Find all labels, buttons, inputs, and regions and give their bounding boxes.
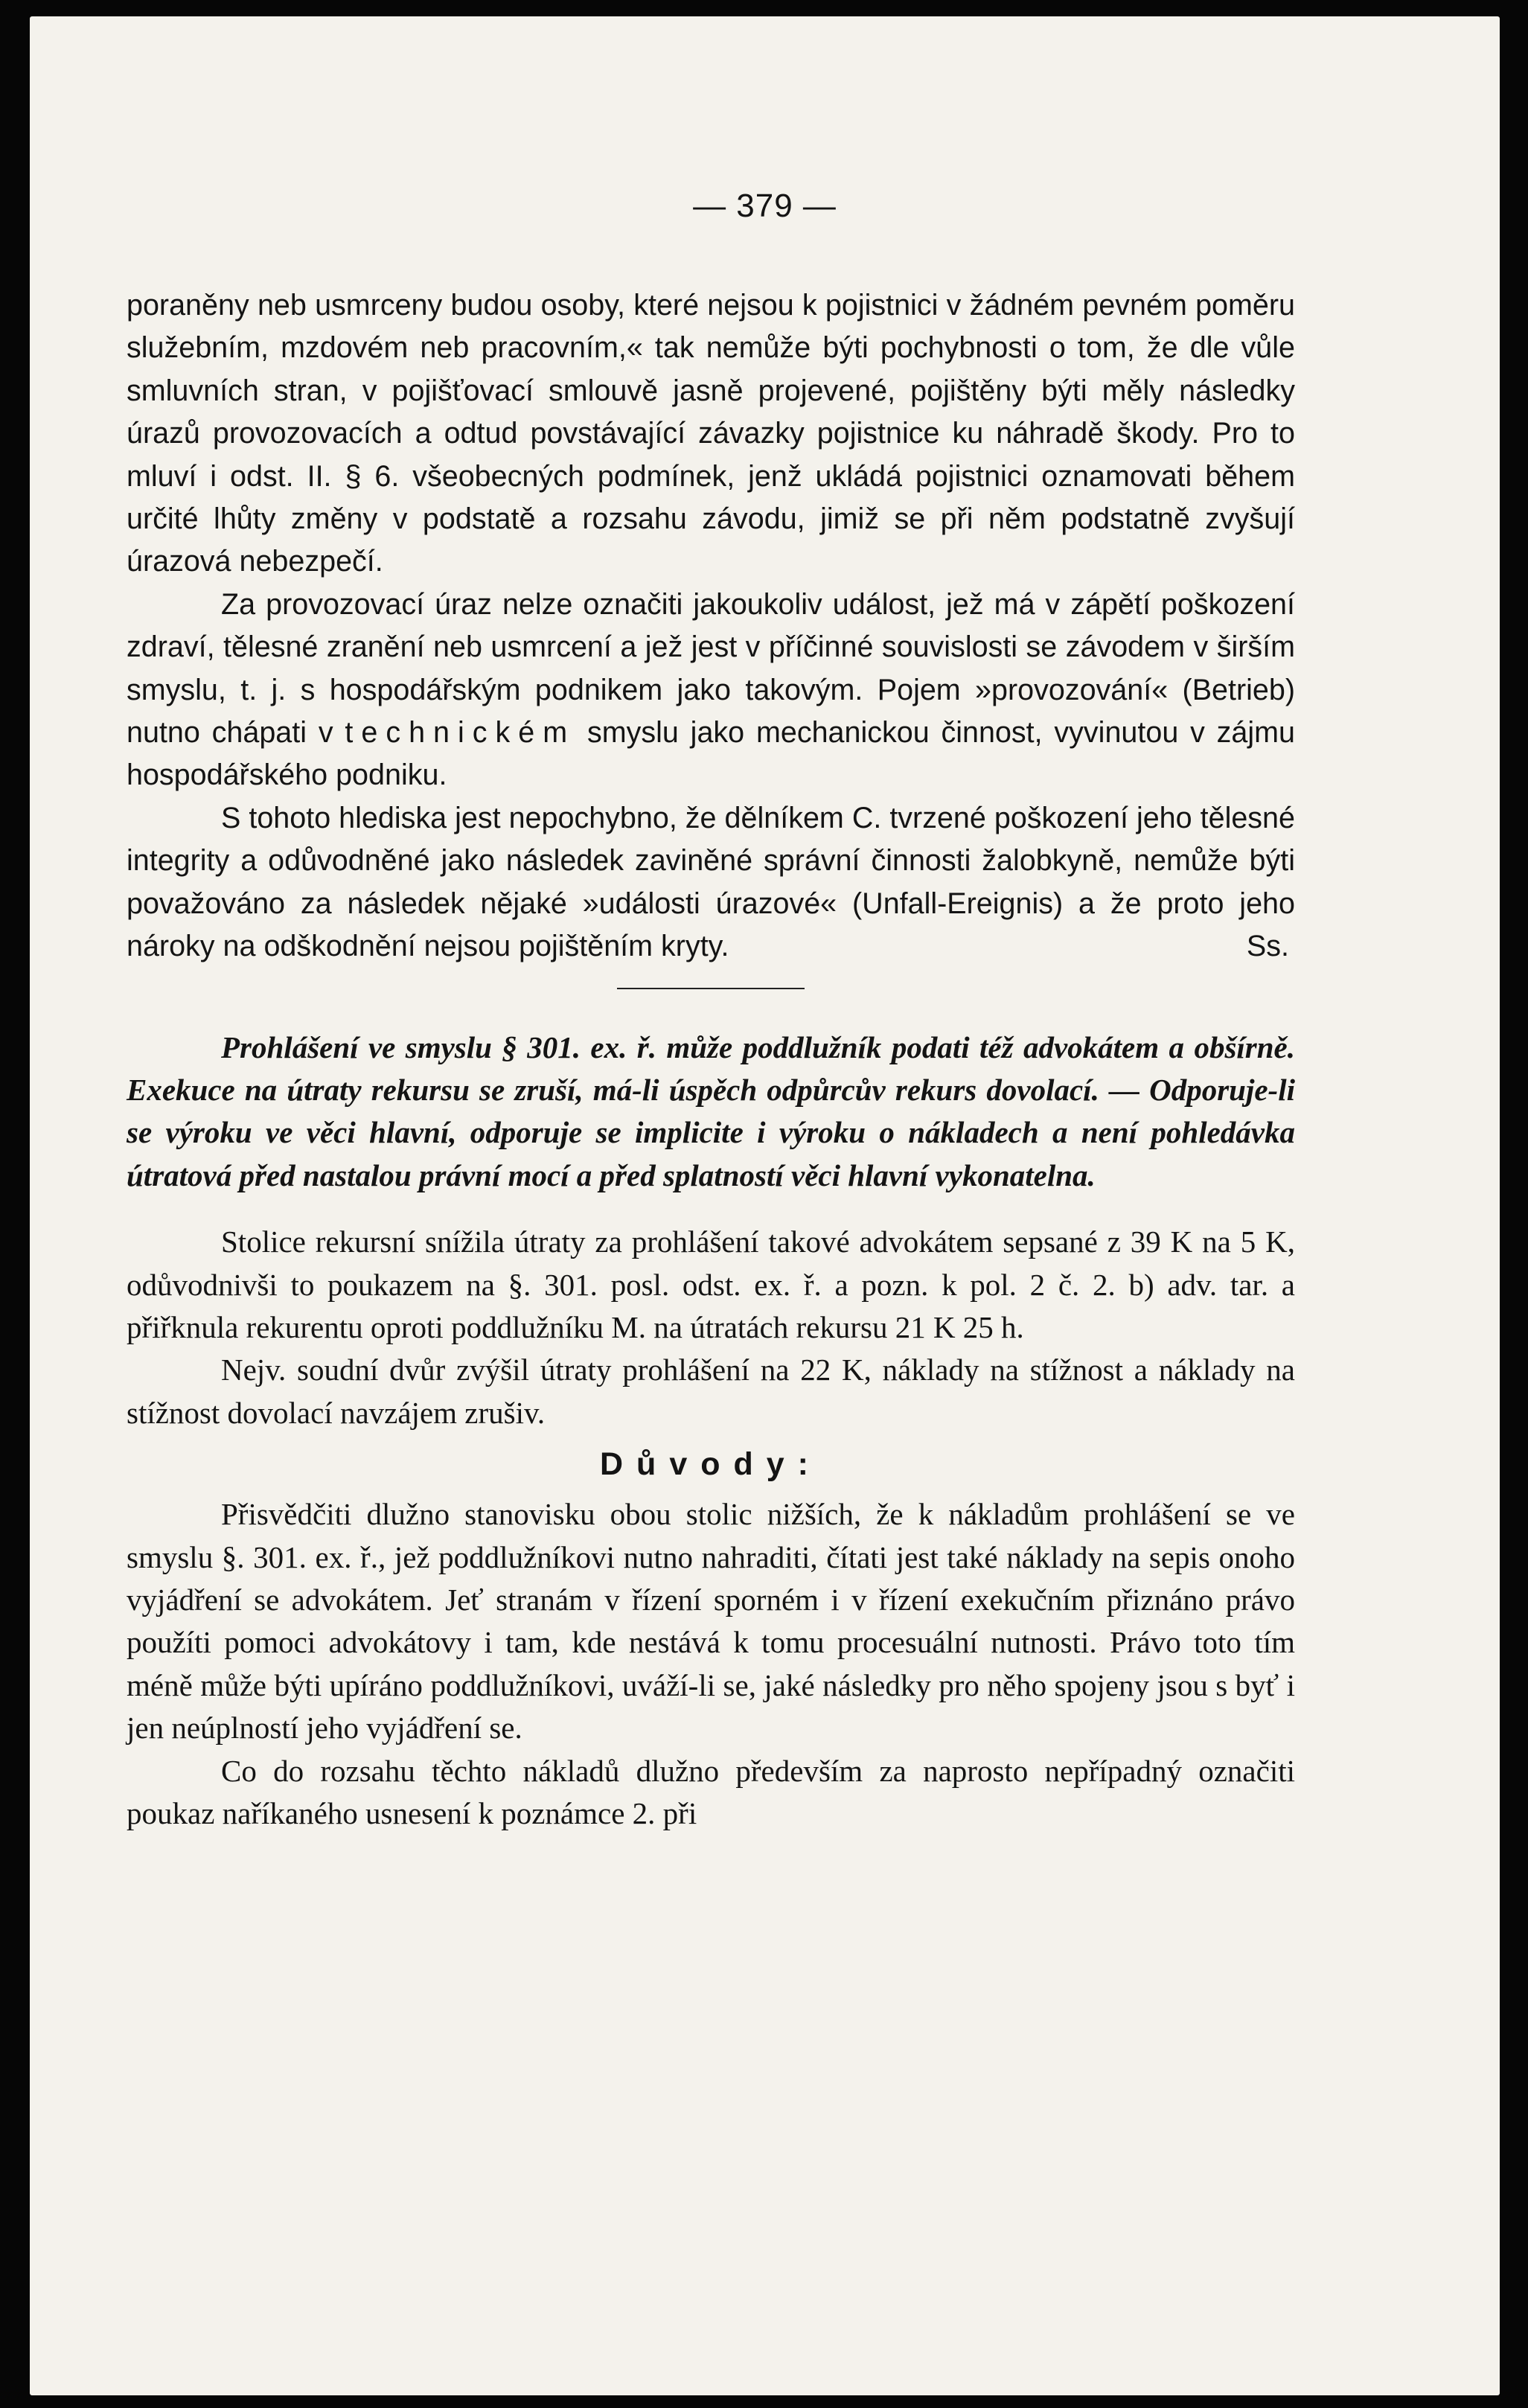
paragraph-continuation: poraněny neb usmrceny budou osoby, které nejsou k pojistnici v žádném pevném poměru služebním, mzdovém neb pracovním,« tak nemůže býti pochybnosti o tom, že dle vůle smluvních stran, v pojišťovací smlouvě jasně projevené, pojištěny býti měly následky úrazů provozovacích a odtud povstávající závazky pojistnice ku náhradě škody. Pro to mluví i odst. II. § 6. všeobecných podmínek, jenž ukládá pojistnici oznamovati během určité lhůty změny v podstatě a rozsahu závodu, jimiž se při něm podstatně zvyšují úrazová nebezpečí. bbox=[127, 289, 1295, 578]
emphasized-word: technickém bbox=[345, 716, 576, 750]
paragraph-duvody-2: Co do rozsahu těchto nákladů dlužno především za naprosto nepřípadný označiti poukaz naříkaného usnesení k poznámce 2. při bbox=[127, 1753, 1295, 1830]
paragraph-stolice-rekursni: Stolice rekursní snížila útraty za prohlášení takové advokátem sepsané z 39 K na 5 K, odůvodnivši to poukazem na §. 301. posl. odst. ex. ř. a pozn. k pol. 2 č. 2. b) adv. tar. a přiřknula rekurentu oproti poddlužníku M. na útratách rekursu 21 K 25 h. bbox=[127, 1224, 1295, 1344]
paragraph-provozovaci-uraz bbox=[127, 584, 1295, 797]
paragraph-nejv-soud: Nejv. soudní dvůr zvýšil útraty prohlášení na 22 K, náklady na stížnost a náklady na stížnost dovolací navzájem zrušiv. bbox=[127, 1352, 1295, 1430]
paragraph-conclusion bbox=[127, 797, 1295, 968]
paragraph-text: Za provozovací úraz nelze označiti jakoukoliv událost, jež má v zápětí poškození zdraví, tělesné zranění neb usmrcení a jež jest v příčinné souvislosti se závodem v širším smyslu, t. j. s hospodářským podnikem jako takovým. Pojem »provozování« (Betrieb) nutno chápati v bbox=[127, 587, 1295, 750]
page-number: — 379 — bbox=[693, 188, 837, 224]
case-summary: Prohlášení ve smyslu § 301. ex. ř. může poddlužník podati též advokátem a obšírně. Exekuce na útraty rekursu se zruší, má-li úspěch odpůrcův rekurs dovolací. — Odporuje-li se výroku ve věci hlavní, odporuje se implicite i výroku o nákladech a není pohledávka útratová před nastalou právní mocí a před splatností věci hlavní vykonatelna. bbox=[127, 1029, 1295, 1192]
paragraph-text: smyslu jako mechanickou činnost, vyvinutou v zájmu hospodářského podniku. bbox=[127, 716, 1296, 792]
section-divider bbox=[617, 988, 805, 989]
document-page bbox=[30, 16, 1500, 2395]
section-heading: Důvody: bbox=[600, 1446, 822, 1483]
signature-initials: Ss. bbox=[1246, 930, 1289, 963]
paragraph-text: S tohoto hlediska jest nepochybno, že dělníkem C. tvrzené poškození jeho tělesné integrity a odůvodněné jako následek zaviněné správní činnosti žalobkyně, nemůže býti považováno za následek nějaké »události úrazové« (Unfall-Ereignis) a že proto jeho nároky na odškodnění nejsou pojištěním kryty. bbox=[127, 801, 1295, 963]
paragraph-duvody-1: Přisvědčiti dlužno stanovisku obou stolic nižších, že k nákladům prohlášení se ve smyslu §. 301. ex. ř., jež poddlužníkovi nutno nahraditi, čítati jest také náklady na sepis onoho vyjádření se advokátem. Jeť stranám v řízení sporném i v řízení exekučním přiznáno právo použíti pomoci advokátovy i tam, kde nestává k tomu procesuální nutnosti. Právo toto tím méně může býti upíráno poddlužníkovi, uváží-li se, jaké následky pro něho spojeny jsou s byť i jen neúplností jeho vyjádření se. bbox=[127, 1497, 1295, 1746]
text-column bbox=[127, 284, 1295, 1835]
